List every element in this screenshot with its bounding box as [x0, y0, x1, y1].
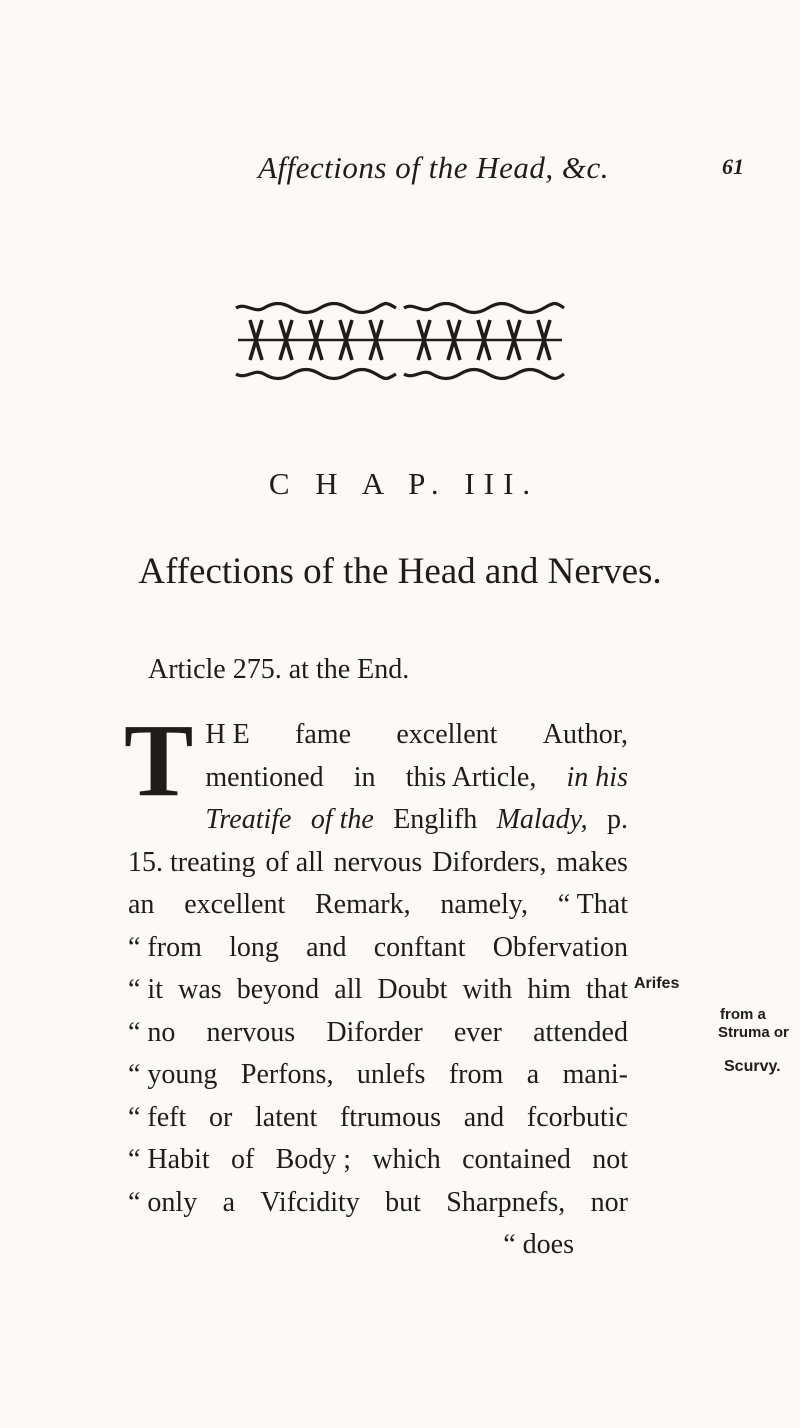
text-line: “ no nervous Diforder ever attended [128, 1016, 628, 1048]
margin-note-from-a: from a [720, 1006, 766, 1023]
margin-note-scurvy: Scurvy. [724, 1058, 781, 1075]
text-line: “ it was beyond all Doubt with him that [128, 974, 628, 1005]
margin-note-struma: Struma or [718, 1024, 789, 1041]
text-line: an excellent Remark, namely, “ That [128, 889, 628, 920]
text-line: Treatife of the Englifh Malady, p. [205, 804, 628, 835]
text-line: 15. treating of all nervous Diforders, makes [128, 846, 628, 878]
body-paragraph [124, 703, 628, 1267]
chapter-title: Affections of the Head and Nerves. [138, 551, 662, 592]
text-line: “ young Perfons, unlefs from a mani- [128, 1059, 628, 1090]
text-line: “ from long and conftant Obfervation [128, 931, 628, 963]
article-reference: Article 275. at the End. [148, 654, 410, 685]
drop-cap: T [124, 703, 194, 818]
ornament-border [232, 300, 568, 382]
catchword: “ does [503, 1229, 574, 1260]
text-line: H E fame excellent Author, [205, 719, 628, 750]
text-line: mentioned in this Article, in his [205, 761, 628, 793]
text-line: “ only a Vifcidity but Sharpnefs, nor [128, 1186, 628, 1218]
running-title: Affections of the Head, &c. [258, 150, 609, 185]
running-head [0, 150, 800, 190]
page-number: 61 [722, 154, 744, 179]
chapter-label: C H A P. III. [268, 466, 540, 501]
text-line: “ Habit of Body ; which contained not [128, 1144, 628, 1175]
text-line: “ feft or latent ftrumous and fcorbutic [128, 1101, 628, 1133]
margin-note-arifes: Arifes [634, 975, 680, 992]
